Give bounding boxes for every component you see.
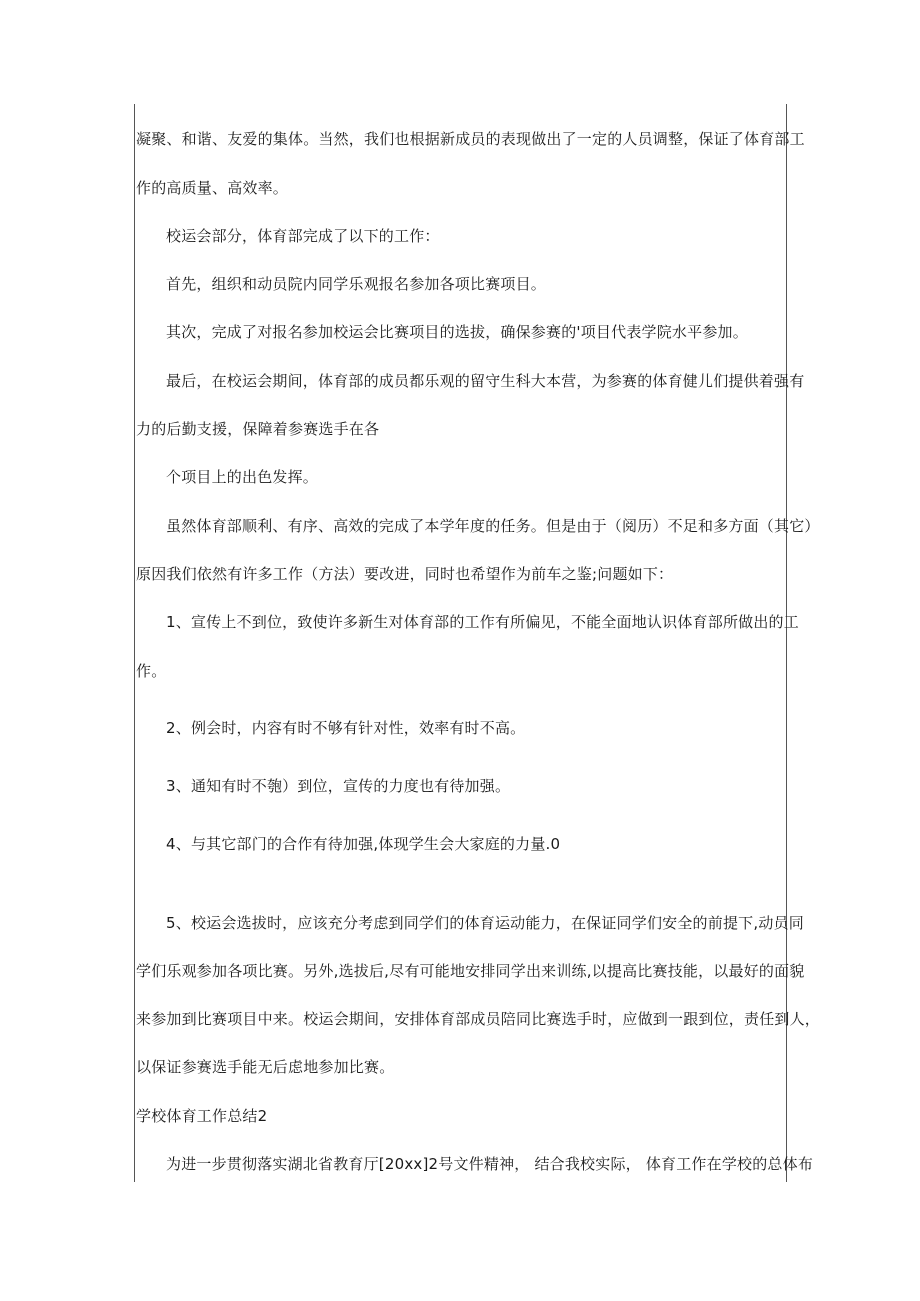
text-line: 原因我们依然有许多工作（方法）要改进，同时也希望作为前车之鉴;问题如下： bbox=[136, 565, 674, 583]
left-border-rule bbox=[134, 104, 135, 1182]
text-line: 首先，组织和动员院内同学乐观报名参加各项比赛项目。 bbox=[166, 275, 547, 293]
text-line: 最后，在校运会期间，体育部的成员都乐观的留守生科大本营，为参赛的体育健儿们提供着强有 bbox=[166, 372, 805, 390]
text-line: 2、例会时，内容有时不够有针对性，效率有时不高。 bbox=[166, 719, 526, 737]
text-line: 校运会部分，体育部完成了以下的工作： bbox=[166, 227, 440, 245]
text-line: 虽然体育部顺利、有序、高效的完成了本学年度的任务。但是由于（阅历）不足和多方面（其它） bbox=[166, 517, 820, 535]
text-line: 来参加到比赛项目中来。校运会期间，安排体育部成员陪同比赛选手时，应做到一跟到位，责任到人， bbox=[136, 1010, 821, 1028]
text-line: 凝聚、和谐、友爱的集体。当然，我们也根据新成员的表现做出了一定的人员调整，保证了体育部工 bbox=[136, 130, 805, 148]
text-line: 以保证参赛选手能无后虑地参加比赛。 bbox=[136, 1058, 395, 1076]
text-line: 力的后勤支援，保障着参赛选手在各 bbox=[136, 420, 380, 438]
text-line: 作的高质量、高效率。 bbox=[136, 179, 289, 197]
text-line: 学们乐观参加各项比赛。另外,选拔后,尽有可能地安排同学出来训练,以提高比赛技能，以最好的面貌 bbox=[136, 962, 805, 980]
text-line: 为进一步贯彻落实湖北省教育厅[20xx]2号文件精神， 结合我校实际， 体育工作在学校的总体布 bbox=[166, 1155, 814, 1173]
text-line: 1、宣传上不到位，致使许多新生对体育部的工作有所偏见，不能全面地认识体育部所做出的工 bbox=[166, 613, 799, 631]
text-line: 4、与其它部门的合作有待加强,体现学生会大家庭的力量.0 bbox=[166, 835, 561, 853]
text-line: 作。 bbox=[136, 662, 167, 680]
text-line: 个项目上的出色发挥。 bbox=[166, 468, 319, 486]
text-line: 3、通知有时不匏）到位，宣传的力度也有待加强。 bbox=[166, 777, 511, 795]
text-line: 5、校运会选拔时，应该充分考虑到同学们的体育运动能力，在保证同学们安全的前提下,动员同 bbox=[166, 914, 804, 932]
text-line: 其次，完成了对报名参加校运会比赛项目的选拔，确保参赛的'项目代表学院水平参加。 bbox=[166, 323, 748, 341]
section-heading: 学校体育工作总结2 bbox=[136, 1107, 268, 1125]
